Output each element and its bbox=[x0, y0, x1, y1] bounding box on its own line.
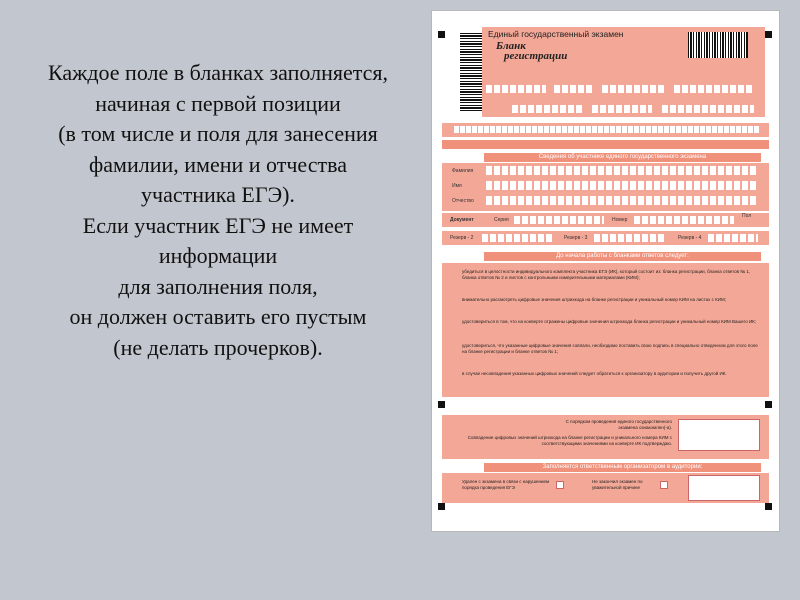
instructions-title: До начала работы с бланками ответов следует: bbox=[556, 253, 689, 259]
code-cells bbox=[602, 85, 666, 93]
corner-marker bbox=[765, 503, 772, 510]
match-note: Совпадение цифровых значений штрихкода на бланке регистрации и уникального номера КИМ с соответствующими значениями на конверте ИК подтверждаю. bbox=[467, 435, 672, 446]
procedure-note: С порядком проведения единого государственного экзамена ознакомлен(-а). bbox=[565, 419, 672, 430]
corner-marker bbox=[765, 401, 772, 408]
code-cells bbox=[592, 105, 652, 113]
patronymic-label: Отчество bbox=[452, 198, 474, 204]
code-cells bbox=[674, 85, 754, 93]
slide-line: (в том числе и поля для занесения bbox=[58, 121, 378, 146]
form-title-line: Бланк bbox=[496, 40, 526, 52]
signature-box bbox=[678, 419, 760, 451]
number-cells bbox=[634, 216, 734, 224]
series-label: Серия bbox=[494, 217, 509, 223]
participant-section-bar bbox=[484, 153, 761, 162]
reserve-row bbox=[442, 231, 769, 245]
slide-line: информации bbox=[158, 243, 278, 268]
sex-label: Пол bbox=[742, 213, 752, 219]
instruction-item: внимательно рассмотреть цифровые значения штрихкода на бланке регистрации и уникальный номер КИМ на листах с КИМ; bbox=[462, 297, 726, 302]
slide-line: для заполнения поля, bbox=[118, 273, 318, 299]
document-label: Документ bbox=[450, 217, 474, 223]
sample-strip bbox=[442, 123, 769, 137]
corner-marker bbox=[765, 31, 772, 38]
corner-marker bbox=[438, 401, 445, 408]
slide-line: фамилии, имени и отчества bbox=[89, 151, 347, 177]
organizer-signature-box bbox=[688, 475, 760, 501]
reserve-label: Резерв - 4 bbox=[678, 235, 702, 241]
removed-checkbox bbox=[556, 481, 564, 489]
corner-marker bbox=[438, 31, 445, 38]
form-title bbox=[496, 41, 567, 61]
warning-bar bbox=[442, 140, 769, 149]
document-row bbox=[442, 213, 769, 227]
code-fields bbox=[482, 73, 765, 117]
removed-note: Удален с экзамена в связи с нарушением порядка проведения ЕГЭ bbox=[462, 479, 550, 490]
slide-line: начиная с первой позиции bbox=[95, 90, 341, 116]
patronymic-cells bbox=[486, 196, 758, 205]
slide-text bbox=[8, 58, 428, 363]
organizer-block bbox=[442, 473, 769, 503]
participant-fields bbox=[442, 163, 769, 211]
code-cells bbox=[512, 105, 584, 113]
slide-line: он должен оставить его пустым bbox=[69, 304, 367, 329]
incomplete-note: Не закончил экзамен по уважительной причине bbox=[592, 479, 643, 490]
number-label: Номер bbox=[612, 217, 628, 223]
reserve-cells bbox=[482, 234, 554, 242]
reserve-cells bbox=[594, 234, 666, 242]
reserve-label: Резерв - 3 bbox=[564, 235, 588, 241]
form-title-line: регистрации bbox=[504, 50, 568, 62]
form-header bbox=[482, 27, 765, 73]
surname-cells bbox=[486, 166, 758, 175]
participant-section-title: Сведения об участнике единого государственного экзамена bbox=[538, 154, 707, 160]
slide-line: участника ЕГЭ). bbox=[141, 182, 295, 207]
sample-cells bbox=[454, 126, 759, 133]
signature-block bbox=[442, 415, 769, 459]
reserve-label: Резерв - 2 bbox=[450, 235, 474, 241]
instructions-block bbox=[442, 263, 769, 397]
registration-form-image bbox=[431, 10, 780, 532]
organizer-bar bbox=[484, 463, 761, 472]
slide-line: Каждое поле в бланках заполняется, bbox=[47, 60, 389, 85]
vertical-barcode-icon bbox=[460, 33, 482, 111]
form-header-exam: Единый государственный экзамен bbox=[488, 29, 624, 39]
slide-line: (не делать прочерков). bbox=[113, 334, 323, 360]
organizer-title: Заполняется ответственным организатором в аудитории: bbox=[542, 464, 703, 470]
series-cells bbox=[514, 216, 604, 224]
name-label: Имя bbox=[452, 183, 462, 189]
code-cells bbox=[486, 85, 546, 93]
code-cells bbox=[554, 85, 594, 93]
instructions-bar bbox=[484, 252, 761, 261]
corner-marker bbox=[438, 503, 445, 510]
instruction-item: удостовериться, что указанные цифровые значения совпали, необходимо поставить свою подпись в специально отведенном для этого поле на бланке регистрации и бланке ответов № 1; bbox=[462, 343, 758, 354]
slide-line: Если участник ЕГЭ не имеет bbox=[82, 212, 354, 238]
code-cells bbox=[662, 105, 754, 113]
reserve-cells bbox=[708, 234, 758, 242]
name-cells bbox=[486, 181, 758, 190]
instruction-item: в случае несовпадения указанных цифровых значений следует обратиться к организатору в аудитории и получить другой ИК. bbox=[462, 371, 727, 376]
surname-label: Фамилия bbox=[452, 168, 474, 174]
instruction-item: удостовериться в том, что на конверте отражены цифровые значения штрихкода бланка регистрации и уникальный номер КИМ Вашего ИК; bbox=[462, 319, 757, 324]
incomplete-checkbox bbox=[660, 481, 668, 489]
instruction-item: убедиться в целостности индивидуального комплекта участника ЕГЭ (ИК), который состоит из: бланка регистрации, бланка ответов № 1, бланка ответов № 2 и листов с контрольными измерительными материалами (КИМ); bbox=[462, 269, 751, 280]
barcode-icon bbox=[688, 32, 748, 58]
